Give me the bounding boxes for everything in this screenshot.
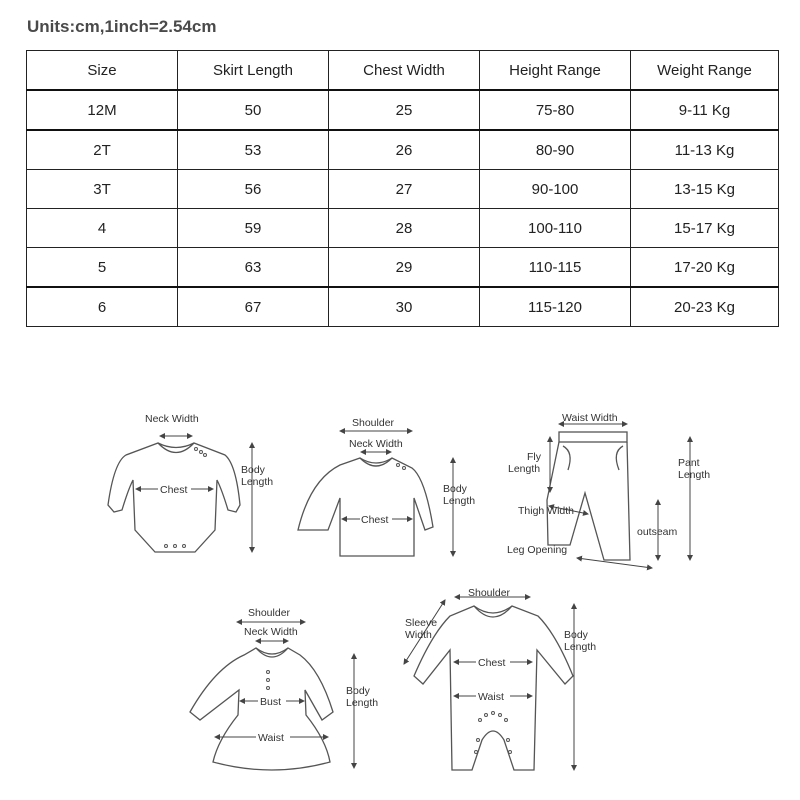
jumpsuit-button bbox=[485, 714, 488, 717]
table-row bbox=[27, 170, 779, 209]
sweater-button bbox=[403, 467, 406, 470]
jumpsuit-waist-label: Waist bbox=[478, 691, 504, 703]
jumpsuit-collar bbox=[474, 606, 512, 617]
pants-waist-width-label: Waist Width bbox=[562, 412, 618, 424]
sweater-outline bbox=[298, 458, 433, 556]
cell-skirt-length: 56 bbox=[178, 170, 329, 209]
header-size: Size bbox=[27, 51, 178, 91]
jumpsuit-sleeve-label: Sleeve bbox=[405, 617, 438, 629]
pants-waistband bbox=[559, 432, 627, 442]
dress-collar bbox=[256, 648, 288, 657]
sweater-collar bbox=[360, 458, 392, 466]
romper-chest-label: Chest bbox=[160, 484, 188, 496]
size-chart-table bbox=[26, 50, 779, 327]
pants-fly-label: Fly bbox=[527, 451, 541, 463]
dress-body-label: Body bbox=[346, 685, 370, 697]
cell-skirt-length: 67 bbox=[178, 287, 329, 327]
dress-outline bbox=[190, 648, 333, 770]
jumpsuit-width-label: Width bbox=[405, 629, 432, 641]
dress-waist-label: Waist bbox=[258, 732, 284, 744]
jumpsuit-button bbox=[492, 712, 495, 715]
cell-size: 12M bbox=[27, 90, 178, 130]
jumpsuit-chest-label: Chest bbox=[478, 657, 506, 669]
sweater-shoulder-label: Shoulder bbox=[352, 417, 395, 429]
cell-skirt-length: 59 bbox=[178, 209, 329, 248]
header-skirt-length: Skirt Length bbox=[178, 51, 329, 91]
dress-length-label: Length bbox=[346, 697, 379, 709]
jumpsuit-body-label: Body bbox=[564, 629, 588, 641]
table-row bbox=[27, 90, 779, 130]
measurement-diagrams bbox=[0, 395, 800, 800]
dress-button bbox=[267, 687, 270, 690]
cell-weight-range: 13-15 Kg bbox=[631, 170, 779, 209]
jumpsuit-shoulder-label: Shoulder bbox=[468, 587, 511, 599]
cell-height-range: 115-120 bbox=[480, 287, 631, 327]
table-row bbox=[27, 130, 779, 170]
romper-button bbox=[183, 545, 186, 548]
dress-diagram bbox=[190, 607, 378, 770]
romper-outline bbox=[108, 443, 240, 552]
header-chest-width: Chest Width bbox=[329, 51, 480, 91]
table-row bbox=[27, 287, 779, 327]
romper-button bbox=[165, 545, 168, 548]
sweater-button bbox=[397, 464, 400, 467]
cell-size: 3T bbox=[27, 170, 178, 209]
cell-height-range: 110-115 bbox=[480, 248, 631, 288]
sweater-body-label: Body bbox=[443, 483, 467, 495]
cell-size: 5 bbox=[27, 248, 178, 288]
jumpsuit-length-label: Length bbox=[564, 641, 597, 653]
pants-fly-length-label: Length bbox=[508, 463, 541, 475]
pants-pocket-left bbox=[563, 446, 570, 470]
dress-button bbox=[267, 671, 270, 674]
cell-chest-width: 26 bbox=[329, 130, 480, 170]
romper-body-label: Body bbox=[241, 464, 265, 476]
romper-diagram bbox=[108, 413, 273, 552]
cell-weight-range: 15-17 Kg bbox=[631, 209, 779, 248]
jumpsuit-diagram bbox=[404, 587, 596, 770]
cell-size: 6 bbox=[27, 287, 178, 327]
pants-thigh-width-label: Thigh Width bbox=[518, 505, 575, 517]
jumpsuit-button bbox=[479, 719, 482, 722]
cell-skirt-length: 53 bbox=[178, 130, 329, 170]
table-header-row bbox=[27, 51, 779, 91]
romper-length-label: Length bbox=[241, 476, 274, 488]
pants-outline bbox=[547, 442, 630, 560]
pants-pocket-right bbox=[616, 446, 623, 470]
romper-neck-width-label: Neck Width bbox=[145, 413, 199, 425]
jumpsuit-button bbox=[499, 714, 502, 717]
cell-height-range: 80-90 bbox=[480, 130, 631, 170]
units-note: Units:cm,1inch=2.54cm bbox=[27, 17, 217, 36]
sweater-neck-width-label: Neck Width bbox=[349, 438, 403, 450]
jumpsuit-button bbox=[505, 719, 508, 722]
header-height-range: Height Range bbox=[480, 51, 631, 91]
cell-weight-range: 9-11 Kg bbox=[631, 90, 779, 130]
romper-button bbox=[174, 545, 177, 548]
pants-outseam-label: outseam bbox=[637, 526, 678, 538]
jumpsuit-button bbox=[509, 751, 512, 754]
cell-height-range: 75-80 bbox=[480, 90, 631, 130]
cell-weight-range: 11-13 Kg bbox=[631, 130, 779, 170]
cell-skirt-length: 50 bbox=[178, 90, 329, 130]
cell-chest-width: 30 bbox=[329, 287, 480, 327]
romper-button bbox=[200, 451, 203, 454]
cell-chest-width: 28 bbox=[329, 209, 480, 248]
cell-weight-range: 20-23 Kg bbox=[631, 287, 779, 327]
cell-height-range: 100-110 bbox=[480, 209, 631, 248]
pants-diagram bbox=[507, 412, 710, 568]
dress-button bbox=[267, 679, 270, 682]
romper-button bbox=[195, 448, 198, 451]
header-weight-range: Weight Range bbox=[631, 51, 779, 91]
pants-pant-label: Pant bbox=[678, 457, 700, 469]
sweater-length-label: Length bbox=[443, 495, 476, 507]
romper-button bbox=[204, 454, 207, 457]
cell-chest-width: 25 bbox=[329, 90, 480, 130]
sweater-diagram bbox=[298, 417, 475, 556]
cell-weight-range: 17-20 Kg bbox=[631, 248, 779, 288]
dress-shoulder-label: Shoulder bbox=[248, 607, 291, 619]
dress-bust-label: Bust bbox=[260, 696, 282, 708]
dress-neck-width-label: Neck Width bbox=[244, 626, 298, 638]
cell-chest-width: 27 bbox=[329, 170, 480, 209]
jumpsuit-button bbox=[475, 751, 478, 754]
cell-size: 2T bbox=[27, 130, 178, 170]
table-row bbox=[27, 209, 779, 248]
cell-size: 4 bbox=[27, 209, 178, 248]
table-row bbox=[27, 248, 779, 288]
jumpsuit-outline bbox=[414, 606, 573, 770]
pants-leg-opening-label: Leg Opening bbox=[507, 544, 568, 556]
cell-skirt-length: 63 bbox=[178, 248, 329, 288]
cell-height-range: 90-100 bbox=[480, 170, 631, 209]
cell-chest-width: 29 bbox=[329, 248, 480, 288]
pants-pant-length-label: Length bbox=[678, 469, 711, 481]
jumpsuit-button bbox=[477, 739, 480, 742]
sweater-chest-label: Chest bbox=[361, 514, 389, 526]
jumpsuit-button bbox=[507, 739, 510, 742]
